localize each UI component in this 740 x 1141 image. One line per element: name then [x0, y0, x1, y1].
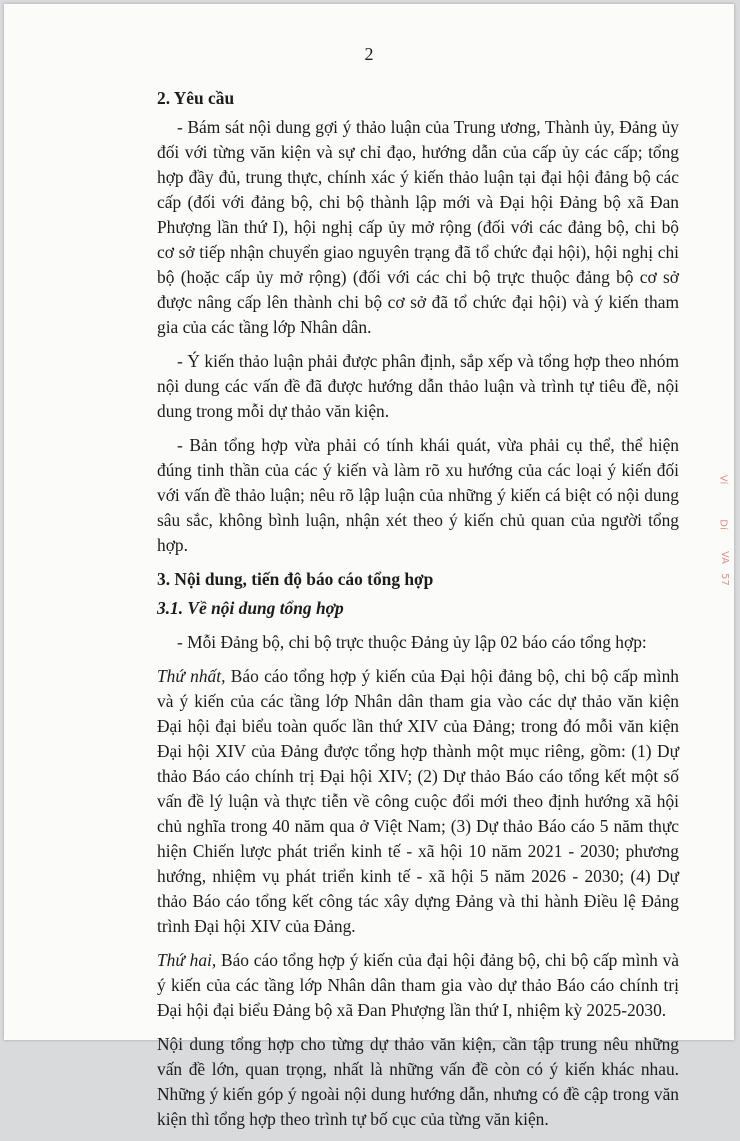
page-number: 2	[364, 44, 374, 64]
section-2-heading: 2. Yêu cầu	[157, 88, 235, 108]
paragraph: - Ý kiến thảo luận phải được phân định, sắp xếp và tổng hợp theo nhóm nội dung các vấn đề đã được hướng dẫn thảo luận và trình tự tiêu đề, nội dung trong mỗi dự thảo văn kiện.	[157, 351, 679, 421]
section-3-1-heading: 3.1. Về nội dung tổng hợp	[157, 598, 344, 618]
paragraph: - Mỗi Đảng bộ, chi bộ trực thuộc Đảng ủy lập 02 báo cáo tổng hợp:	[177, 632, 647, 652]
margin-stamp	[718, 474, 736, 594]
section-3-heading: 3. Nội dung, tiến độ báo cáo tổng hợp	[157, 569, 434, 589]
stamp-mark: Ví	[717, 474, 729, 485]
paragraph-first	[157, 664, 679, 939]
first-label: Thứ nhất,	[157, 666, 226, 686]
document-page	[4, 4, 734, 1129]
paragraph-closing: Nội dung tổng hợp cho từng dự thảo văn kiện, cần tập trung nêu những vấn đề lớn, quan trọng, nhất là những vấn đề còn có ý kiến khác nhau. Những ý kiến góp ý ngoài nội dung hướng dẫn, nhưng có đề cập trong văn kiện thì tổng hợp theo trình tự bố cục của từng văn kiện.	[157, 1034, 679, 1129]
stamp-mark: VA	[719, 550, 731, 565]
stamp-mark: Dí	[717, 519, 729, 530]
paragraph: - Bản tổng hợp vừa phải có tính khái quát, vừa phải cụ thể, thể hiện đúng tinh thần của các ý kiến và làm rõ xu hướng của các loại ý kiến đối với vấn đề thảo luận; nêu rõ lập luận của những ý kiến cá biệt có nội dung sâu sắc, không bình luận, nhận xét theo ý kiến chủ quan của người tổng hợp.	[157, 435, 679, 555]
first-text: Báo cáo tổng hợp ý kiến của Đại hội đảng bộ, chi bộ cấp mình và ý kiến của các tầng lớp Nhân dân tham gia vào các dự thảo văn kiện Đại hội đại biểu toàn quốc lần thứ XIV của Đảng; trong đó mỗi văn kiện Đại hội XIV của Đảng được tổng hợp thành một mục riêng, gồm: (1) Dự thảo Báo cáo chính trị Đại hội XIV; (2) Dự thảo Báo cáo tổng kết một số vấn đề lý luận và thực tiễn về công cuộc đổi mới theo định hướng xã hội chủ nghĩa trong 40 năm qua ở Việt Nam; (3) Dự thảo Báo cáo 5 năm thực hiện Chiến lược phát triển kinh tế - xã hội 10 năm 2021 - 2030; phương hướng, nhiệm vụ phát triển kinh tế - xã hội 5 năm 2026 - 2030; (4) Dự thảo Báo cáo tổng kết công tác xây dựng Đảng và thi hành Điều lệ Đảng trình Đại hội XIV của Đảng.	[157, 666, 679, 936]
paragraph-second	[157, 948, 679, 1023]
second-label: Thứ hai,	[157, 950, 217, 970]
stamp-mark: 57	[718, 573, 730, 586]
paragraph: - Bám sát nội dung gợi ý thảo luận của Trung ương, Thành ủy, Đảng ủy đối với từng văn kiện và sự chỉ đạo, hướng dẫn của cấp ủy các cấp; tổng hợp đầy đủ, trung thực, chính xác ý kiến thảo luận tại đại hội đảng bộ các cấp (đối với đảng bộ, chi bộ thành lập mới và Đại hội Đảng bộ xã Đan Phượng lần thứ I), hội nghị cấp ủy mở rộng (đối với các đảng bộ, chi bộ cơ sở tiếp nhận chuyển giao nguyên trạng đã tổ chức đại hội), hội nghị chi bộ (hoặc cấp ủy mở rộng) (đối với các chi bộ trực thuộc đảng bộ cơ sở được nâng cấp lên thành chi bộ cơ sở đã tổ chức đại hội) và ý kiến tham gia của các tầng lớp Nhân dân.	[157, 117, 679, 337]
second-text: Báo cáo tổng hợp ý kiến của đại hội đảng bộ, chi bộ cấp mình và ý kiến của các tầng lớp Nhân dân tham gia vào dự thảo Báo cáo chính trị Đại hội đại biểu Đảng bộ xã Đan Phượng lần thứ I, nhiệm kỳ 2025-2030.	[157, 950, 679, 1020]
document-body	[157, 86, 679, 1141]
